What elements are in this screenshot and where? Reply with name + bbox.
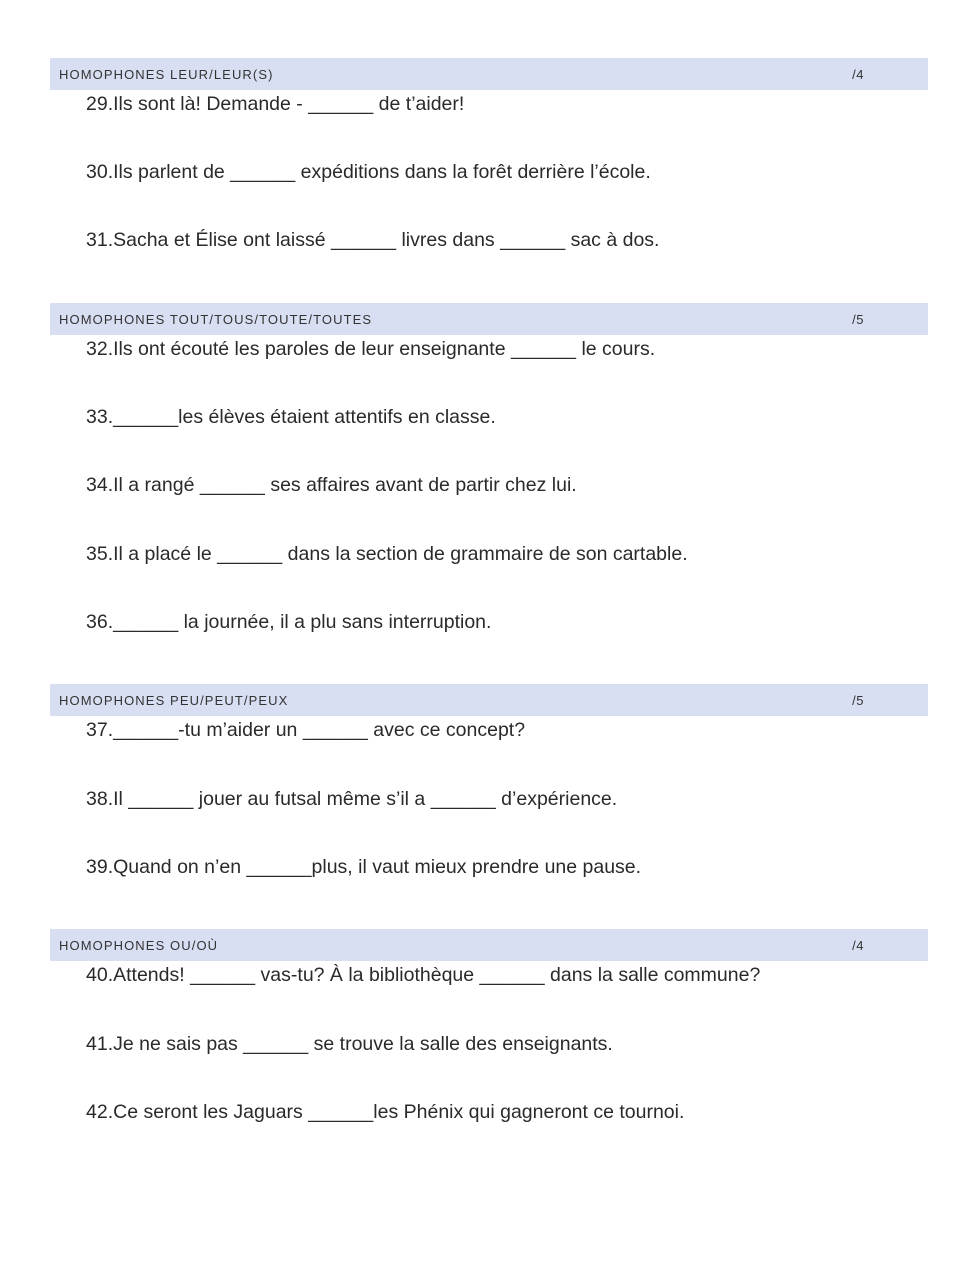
question-39: 39.Quand on n’en ______plus, il vaut mieux prendre une pause.	[86, 856, 642, 878]
section-title: HOMOPHONES PEU/PEUT/PEUX	[59, 692, 289, 708]
section-tout	[50, 303, 928, 633]
section-header	[50, 684, 928, 716]
question-37: 37.______-tu m’aider un ______ avec ce concept?	[86, 719, 526, 741]
question-41: 41.Je ne sais pas ______ se trouve la salle des enseignants.	[86, 1033, 613, 1055]
section-leur	[50, 58, 928, 251]
section-header	[50, 303, 928, 335]
section-peu	[50, 684, 928, 878]
section-ou	[50, 929, 928, 1123]
question-31: 31.Sacha et Élise ont laissé ______ livres dans ______ sac à dos.	[86, 229, 660, 251]
question-34: 34.Il a rangé ______ ses affaires avant de partir chez lui.	[86, 474, 577, 496]
section-score: /4	[852, 66, 864, 82]
section-header	[50, 58, 928, 90]
question-42: 42.Ce seront les Jaguars ______les Phénix qui gagneront ce tournoi.	[86, 1101, 685, 1123]
question-30: 30.Ils parlent de ______ expéditions dans la forêt derrière l’école.	[86, 161, 651, 183]
question-38: 38.Il ______ jouer au futsal même s’il a ______ d’expérience.	[86, 788, 618, 810]
question-40: 40.Attends! ______ vas-tu? À la bibliothèque ______ dans la salle commune?	[86, 964, 761, 986]
section-score: /5	[852, 311, 864, 327]
question-35: 35.Il a placé le ______ dans la section de grammaire de son cartable.	[86, 543, 688, 565]
question-33: 33.______les élèves étaient attentifs en classe.	[86, 406, 496, 428]
question-29: 29.Ils sont là! Demande - ______ de t’aider!	[86, 93, 465, 115]
section-title: HOMOPHONES TOUT/TOUS/TOUTE/TOUTES	[59, 311, 373, 327]
section-score: /4	[852, 937, 864, 953]
question-32: 32.Ils ont écouté les paroles de leur enseignante ______ le cours.	[86, 338, 656, 360]
question-36: 36.______ la journée, il a plu sans interruption.	[86, 611, 492, 633]
section-header	[50, 929, 928, 961]
section-title: HOMOPHONES LEUR/LEUR(S)	[59, 66, 274, 82]
section-title: HOMOPHONES OU/OÙ	[59, 937, 219, 953]
section-score: /5	[852, 692, 864, 708]
